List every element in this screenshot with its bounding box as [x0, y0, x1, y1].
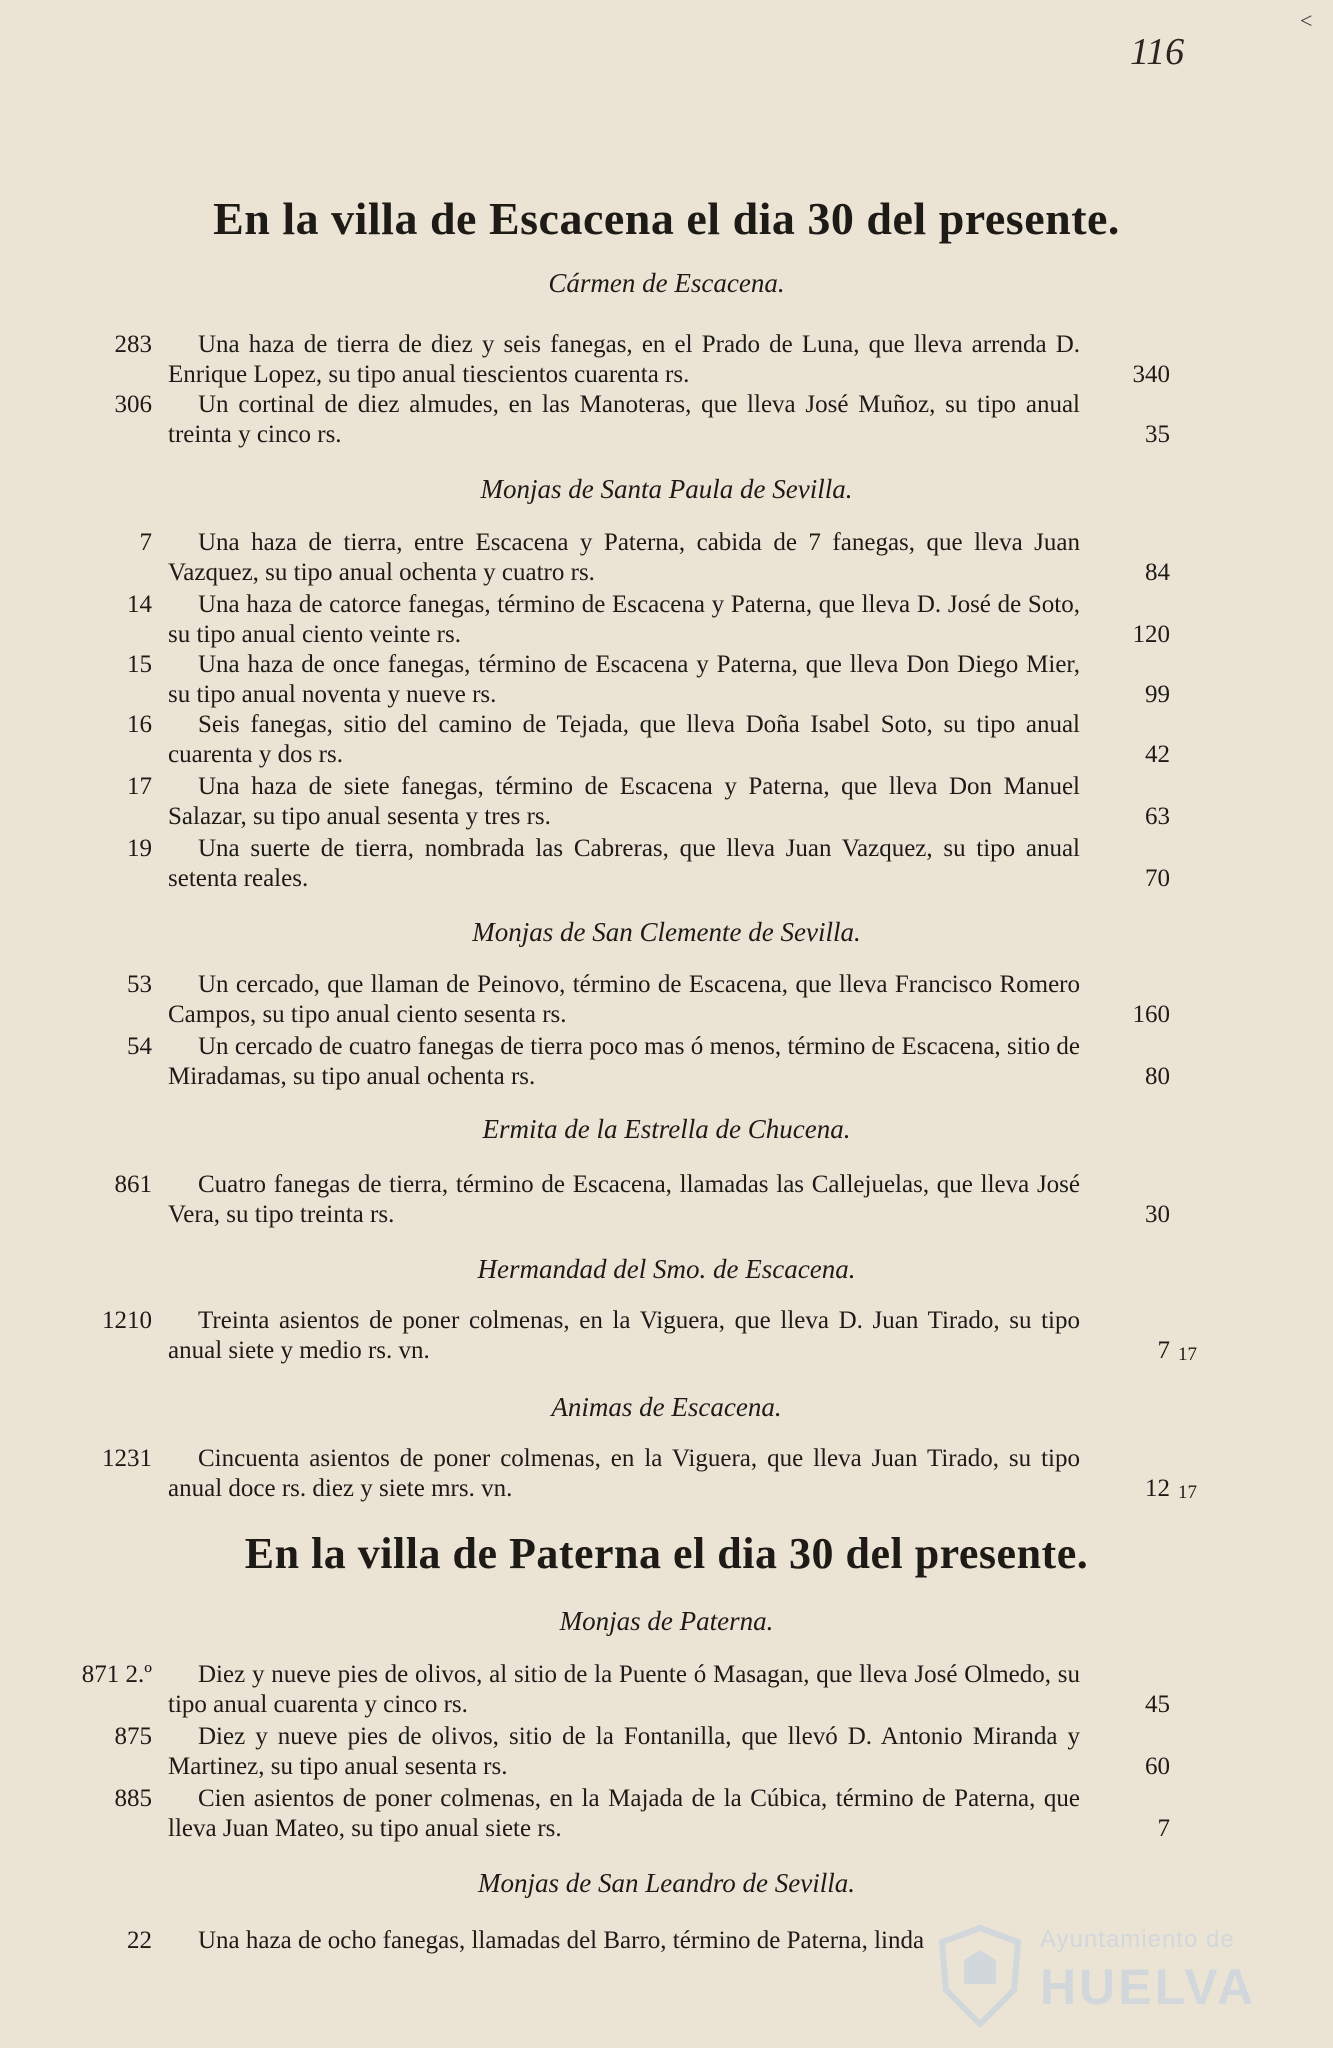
entry-text: Un cortinal de diez almudes, en las Manoteras, que lleva José Muñoz, su tipo anual treinta y cinco rs. — [168, 391, 1080, 448]
entry-row — [0, 1722, 1333, 1782]
entry-number: 17 — [127, 773, 152, 800]
entry-text: Una haza de siete fanegas, término de Escacena y Paterna, que lleva Don Manuel Salazar, su tipo anual sesenta y tres rs. — [168, 773, 1080, 830]
entry-row — [0, 330, 1333, 390]
entry-amount: 42 — [1145, 741, 1170, 768]
entry-row — [0, 1784, 1333, 1844]
entry-amount: 99 — [1145, 681, 1170, 708]
subhead-monjas-paterna: Monjas de Paterna. — [559, 1606, 774, 1636]
entry-text: Un cercado, que llaman de Peinovo, término de Escacena, que lleva Francisco Romero Campos, su tipo anual ciento sesenta rs. — [168, 971, 1080, 1028]
subhead-san-clemente: Monjas de San Clemente de Sevilla. — [472, 917, 861, 947]
entry-row — [0, 590, 1333, 650]
entry-number: 15 — [127, 651, 152, 678]
entry-row — [0, 1306, 1333, 1366]
entry-number: 861 — [114, 1171, 152, 1198]
entry-row — [0, 650, 1333, 710]
entry-number: 16 — [127, 711, 152, 738]
entry-number: 1210 — [102, 1307, 152, 1334]
entry-amount: 340 — [1132, 361, 1170, 388]
entry-text: Cien asientos de poner colmenas, en la Majada de la Cúbica, término de Paterna, que lleva Juan Mateo, su tipo anual siete rs. — [168, 1785, 1080, 1842]
city-seal-icon — [930, 1920, 1030, 2030]
entry-number: 7 — [139, 529, 152, 556]
entry-number: 54 — [127, 1033, 152, 1060]
entry-text: Seis fanegas, sitio del camino de Tejada, que lleva Doña Isabel Soto, su tipo anual cuarenta y dos rs. — [168, 711, 1080, 768]
entry-amount: 160 — [1132, 1001, 1170, 1028]
entry-number: 283 — [114, 331, 152, 358]
entry-text: Diez y nueve pies de olivos, sitio de la Fontanilla, que llevó D. Antonio Miranda y Martinez, su tipo anual sesenta rs. — [168, 1723, 1080, 1780]
subhead-carmen-escacena: Cármen de Escacena. — [548, 268, 785, 298]
entry-amount: 45 — [1145, 1691, 1170, 1718]
entry-text: Una haza de tierra de diez y seis fanegas, en el Prado de Luna, que lleva arrenda D. Enrique Lopez, su tipo anual tiescientos cuarenta rs. — [168, 331, 1080, 388]
entry-text: Un cercado de cuatro fanegas de tierra poco mas ó menos, término de Escacena, sitio de Miradamas, su tipo anual ochenta rs. — [168, 1033, 1080, 1090]
entry-amount: 80 — [1145, 1063, 1170, 1090]
subhead-ermita-estrella: Ermita de la Estrella de Chucena. — [482, 1114, 851, 1144]
entry-text: Una haza de tierra, entre Escacena y Paterna, cabida de 7 fanegas, que lleva Juan Vazquez, su tipo anual ochenta y cuatro rs. — [168, 529, 1080, 586]
entry-number: 53 — [127, 971, 152, 998]
watermark-line2: HUELVA — [1040, 1959, 1257, 2015]
entry-row — [0, 970, 1333, 1030]
entry-number: 22 — [127, 1927, 152, 1954]
subhead-animas: Animas de Escacena. — [551, 1392, 782, 1422]
entry-row — [0, 834, 1333, 894]
entry-row — [0, 1660, 1333, 1720]
entry-amount: 60 — [1145, 1753, 1170, 1780]
entry-text: Una haza de ocho fanegas, llamadas del Barro, término de Paterna, linda — [198, 1927, 925, 1954]
entry-number: 14 — [127, 591, 152, 618]
section-heading-paterna: En la villa de Paterna el dia 30 del presente. — [244, 1529, 1089, 1578]
entry-fraction: 17 — [1178, 1344, 1197, 1365]
entry-amount: 30 — [1145, 1201, 1170, 1228]
entry-amount: 84 — [1145, 559, 1170, 586]
subhead-santa-paula: Monjas de Santa Paula de Sevilla. — [480, 474, 853, 504]
entry-text: Una haza de catorce fanegas, término de Escacena y Paterna, que lleva D. José de Soto, su tipo anual ciento veinte rs. — [168, 591, 1080, 648]
entry-amount: 35 — [1145, 421, 1170, 448]
subhead-hermandad: Hermandad del Smo. de Escacena. — [477, 1254, 856, 1284]
entry-text: Una suerte de tierra, nombrada las Cabreras, que lleva Juan Vazquez, su tipo anual setenta reales. — [168, 835, 1080, 892]
subhead-san-leandro: Monjas de San Leandro de Sevilla. — [478, 1868, 855, 1898]
entry-row — [0, 710, 1333, 770]
entry-number: 885 — [114, 1785, 152, 1812]
entry-amount: 7 — [1157, 1337, 1170, 1364]
corner-mark: < — [1300, 8, 1313, 33]
entry-row — [0, 390, 1333, 450]
entry-row — [0, 528, 1333, 588]
entry-row — [0, 1170, 1333, 1230]
entry-number: 1231 — [102, 1445, 152, 1472]
section-heading-escacena: En la villa de Escacena el dia 30 del presente. — [213, 193, 1120, 244]
watermark-line1: Ayuntamiento de — [1040, 1926, 1235, 1953]
entry-number: 871 2.º — [81, 1661, 152, 1688]
entry-number: 875 — [114, 1723, 152, 1750]
entry-text: Diez y nueve pies de olivos, al sitio de la Puente ó Masagan, que lleva José Olmedo, su tipo anual cuarenta y cinco rs. — [168, 1661, 1080, 1718]
entry-amount: 120 — [1132, 621, 1170, 648]
entry-number: 306 — [114, 391, 152, 418]
entry-text: Treinta asientos de poner colmenas, en la Viguera, que lleva D. Juan Tirado, su tipo anual siete y medio rs. vn. — [168, 1307, 1080, 1364]
entry-amount: 12 — [1145, 1475, 1170, 1502]
entry-number: 19 — [127, 835, 152, 862]
entry-amount: 63 — [1145, 803, 1170, 830]
entry-row — [0, 1444, 1333, 1504]
entry-amount: 70 — [1145, 865, 1170, 892]
entry-text: Una haza de once fanegas, término de Escacena y Paterna, que lleva Don Diego Mier, su tipo anual noventa y nueve rs. — [168, 651, 1080, 708]
entry-row — [0, 772, 1333, 832]
entry-row — [0, 1032, 1333, 1092]
entry-amount: 7 — [1157, 1815, 1170, 1842]
entry-text: Cincuenta asientos de poner colmenas, en la Viguera, que lleva Juan Tirado, su tipo anual doce rs. diez y siete mrs. vn. — [168, 1445, 1080, 1502]
page-number: 116 — [1130, 31, 1185, 73]
entry-text: Cuatro fanegas de tierra, término de Escacena, llamadas las Callejuelas, que lleva José Vera, su tipo treinta rs. — [168, 1171, 1080, 1228]
entry-fraction: 17 — [1178, 1482, 1197, 1503]
archive-watermark — [920, 1920, 1320, 2030]
